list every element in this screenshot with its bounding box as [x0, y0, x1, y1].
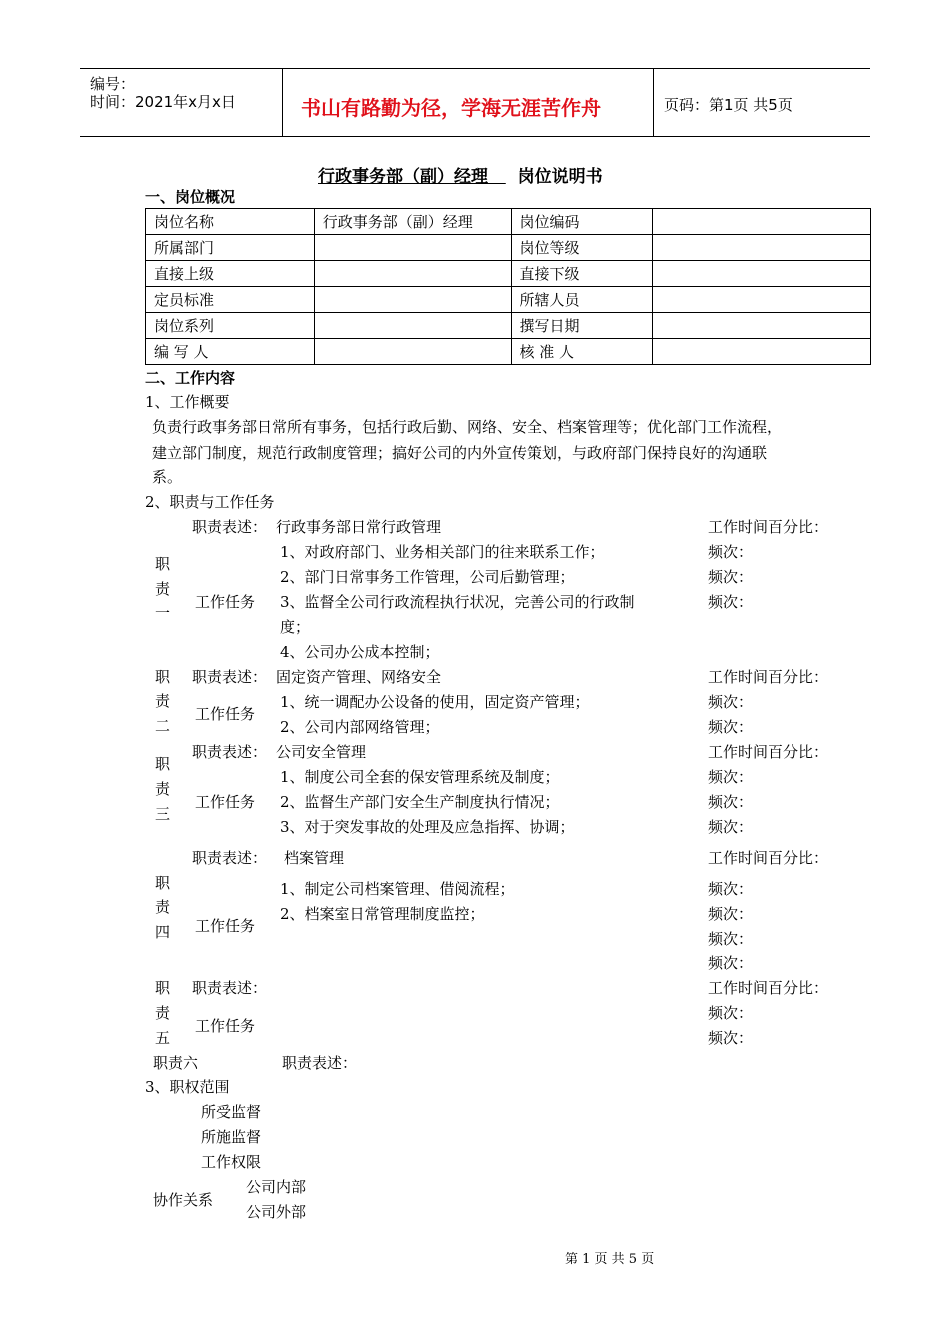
duty-statement-label: 职责表述： — [192, 743, 268, 761]
table-cell: 编 写 人 — [146, 339, 315, 365]
section-heading-work: 二、工作内容 — [145, 369, 236, 387]
freq-label: 频次： — [708, 930, 754, 948]
table-cell: 直接上级 — [146, 261, 315, 287]
table-cell — [314, 313, 511, 339]
duty-name-char: 职 — [155, 755, 171, 773]
task-item: 3、对于突发事故的处理及应急指挥、协调； — [280, 818, 575, 836]
cooperation-item: 公司外部 — [246, 1203, 307, 1221]
freq-label: 频次： — [708, 905, 754, 923]
authority-item: 所施监督 — [201, 1128, 262, 1146]
task-label: 工作任务 — [195, 917, 256, 935]
freq-label: 频次： — [708, 718, 754, 736]
duty-name-char: 职 — [155, 555, 171, 573]
task-item: 2、部门日常事务工作管理，公司后勤管理； — [280, 568, 575, 586]
duty-name-char: 责 — [155, 692, 171, 710]
page-header — [80, 68, 870, 137]
duty-name-char: 责 — [155, 780, 171, 798]
freq-label: 频次： — [708, 693, 754, 711]
position-info-table — [145, 208, 871, 365]
authority-item: 工作权限 — [201, 1153, 262, 1171]
authority-title: 3、职权范围 — [145, 1078, 230, 1096]
header-motto-cell — [283, 69, 654, 136]
duties-title: 2、职责与工作任务 — [145, 493, 275, 511]
header-page-cell — [654, 69, 870, 136]
task-item: 4、公司办公成本控制； — [280, 643, 440, 661]
table-cell — [314, 261, 511, 287]
table-row — [146, 235, 871, 261]
table-cell — [653, 235, 871, 261]
task-item: 1、对政府部门、业务相关部门的往来联系工作； — [280, 543, 605, 561]
table-cell: 直接下级 — [511, 261, 653, 287]
header-left-cell — [80, 69, 283, 136]
overview-line: 系。 — [152, 468, 183, 486]
duty-name-char: 一 — [155, 604, 171, 622]
task-item: 1、制定公司档案管理、借阅流程； — [280, 880, 515, 898]
task-label: 工作任务 — [195, 593, 256, 611]
duty-statement: 固定资产管理、网络安全 — [276, 668, 442, 686]
duty-name-char: 责 — [155, 1004, 171, 1022]
freq-label: 频次： — [708, 818, 754, 836]
freq-label: 频次： — [708, 543, 754, 561]
task-item: 2、档案室日常管理制度监控； — [280, 905, 485, 923]
duty-statement-label: 职责表述： — [192, 668, 268, 686]
task-item: 3、监督全公司行政流程执行状况，完善公司的行政制 — [280, 593, 635, 611]
duty-statement-label: 职责表述： — [282, 1054, 358, 1072]
duty-name-char: 五 — [155, 1029, 171, 1047]
duty-statement: 档案管理 — [284, 849, 345, 867]
percent-label: 工作时间百分比： — [708, 668, 829, 686]
table-cell: 撰写日期 — [511, 313, 653, 339]
duty-name-char: 职 — [155, 979, 171, 997]
job-title: 行政事务部（副）经理 — [318, 167, 488, 187]
duty-name-char: 二 — [155, 717, 171, 735]
duty-name-char: 职 — [155, 668, 171, 686]
freq-label: 频次： — [708, 1029, 754, 1047]
table-cell: 所属部门 — [146, 235, 315, 261]
section-heading-overview: 一、岗位概况 — [145, 188, 236, 206]
table-cell: 岗位等级 — [511, 235, 653, 261]
table-cell: 所辖人员 — [511, 287, 653, 313]
task-item: 1、制度公司全套的保安管理系统及制度； — [280, 768, 560, 786]
table-cell — [314, 287, 511, 313]
freq-label: 频次： — [708, 880, 754, 898]
table-cell — [653, 261, 871, 287]
doc-title: 岗位说明书 — [517, 167, 603, 187]
table-cell — [314, 235, 511, 261]
percent-label: 工作时间百分比： — [708, 979, 829, 997]
freq-label: 频次： — [708, 793, 754, 811]
table-cell: 岗位名称 — [146, 209, 315, 235]
freq-label: 频次： — [708, 1004, 754, 1022]
duty-statement-label: 职责表述： — [192, 518, 268, 536]
freq-label: 频次： — [708, 568, 754, 586]
table-cell: 定员标准 — [146, 287, 315, 313]
table-row — [146, 209, 871, 235]
duty-name-char: 四 — [155, 923, 171, 941]
task-label: 工作任务 — [195, 1017, 256, 1035]
table-cell — [653, 339, 871, 365]
motto: 书山有路勤为径，学海无涯苦作舟 — [301, 96, 601, 120]
freq-label: 频次： — [708, 768, 754, 786]
table-cell: 岗位系列 — [146, 313, 315, 339]
freq-label: 频次： — [708, 954, 754, 972]
table-cell — [653, 209, 871, 235]
cooperation-label: 协作关系 — [153, 1191, 214, 1209]
percent-label: 工作时间百分比： — [708, 849, 829, 867]
table-row — [146, 339, 871, 365]
task-item: 2、监督生产部门安全生产制度执行情况； — [280, 793, 560, 811]
task-item: 度； — [280, 618, 311, 636]
duty-name-char: 责 — [155, 580, 171, 598]
percent-label: 工作时间百分比： — [708, 743, 829, 761]
document-title — [318, 162, 603, 187]
task-label: 工作任务 — [195, 793, 256, 811]
duty-statement: 行政事务部日常行政管理 — [276, 518, 442, 536]
table-cell — [653, 313, 871, 339]
task-item: 1、统一调配办公设备的使用，固定资产管理； — [280, 693, 590, 711]
duty-name-char: 职 — [155, 874, 171, 892]
task-item: 2、公司内部网络管理； — [280, 718, 440, 736]
page-footer: 第 1 页 共 5 页 — [565, 1252, 655, 1267]
page-indicator: 页码：第1页 共5页 — [664, 96, 793, 114]
number-label: 编号： — [90, 75, 136, 93]
table-row — [146, 287, 871, 313]
duty-statement-label: 职责表述： — [192, 849, 268, 867]
duty-name-char: 三 — [155, 805, 171, 823]
duty-statement: 公司安全管理 — [276, 743, 367, 761]
table-cell — [653, 287, 871, 313]
duty6-name: 职责六 — [153, 1054, 199, 1072]
duty-name-char: 责 — [155, 898, 171, 916]
table-cell: 核 准 人 — [511, 339, 653, 365]
overview-line: 负责行政事务部日常所有事务，包括行政后勤、网络、安全、档案管理等；优化部门工作流程， — [152, 418, 783, 436]
table-cell: 行政事务部（副）经理 — [314, 209, 511, 235]
table-row — [146, 261, 871, 287]
overview-title: 1、工作概要 — [145, 393, 230, 411]
table-cell — [314, 339, 511, 365]
authority-item: 所受监督 — [201, 1103, 262, 1121]
percent-label: 工作时间百分比： — [708, 518, 829, 536]
date-line: 时间：2021年x月x日 — [90, 93, 236, 111]
duty-statement-label: 职责表述： — [192, 979, 268, 997]
table-row — [146, 313, 871, 339]
overview-line: 建立部门制度，规范行政制度管理；搞好公司的内外宣传策划，与政府部门保持良好的沟通联 — [152, 444, 768, 462]
task-label: 工作任务 — [195, 705, 256, 723]
cooperation-item: 公司内部 — [246, 1178, 307, 1196]
table-cell: 岗位编码 — [511, 209, 653, 235]
freq-label: 频次： — [708, 593, 754, 611]
